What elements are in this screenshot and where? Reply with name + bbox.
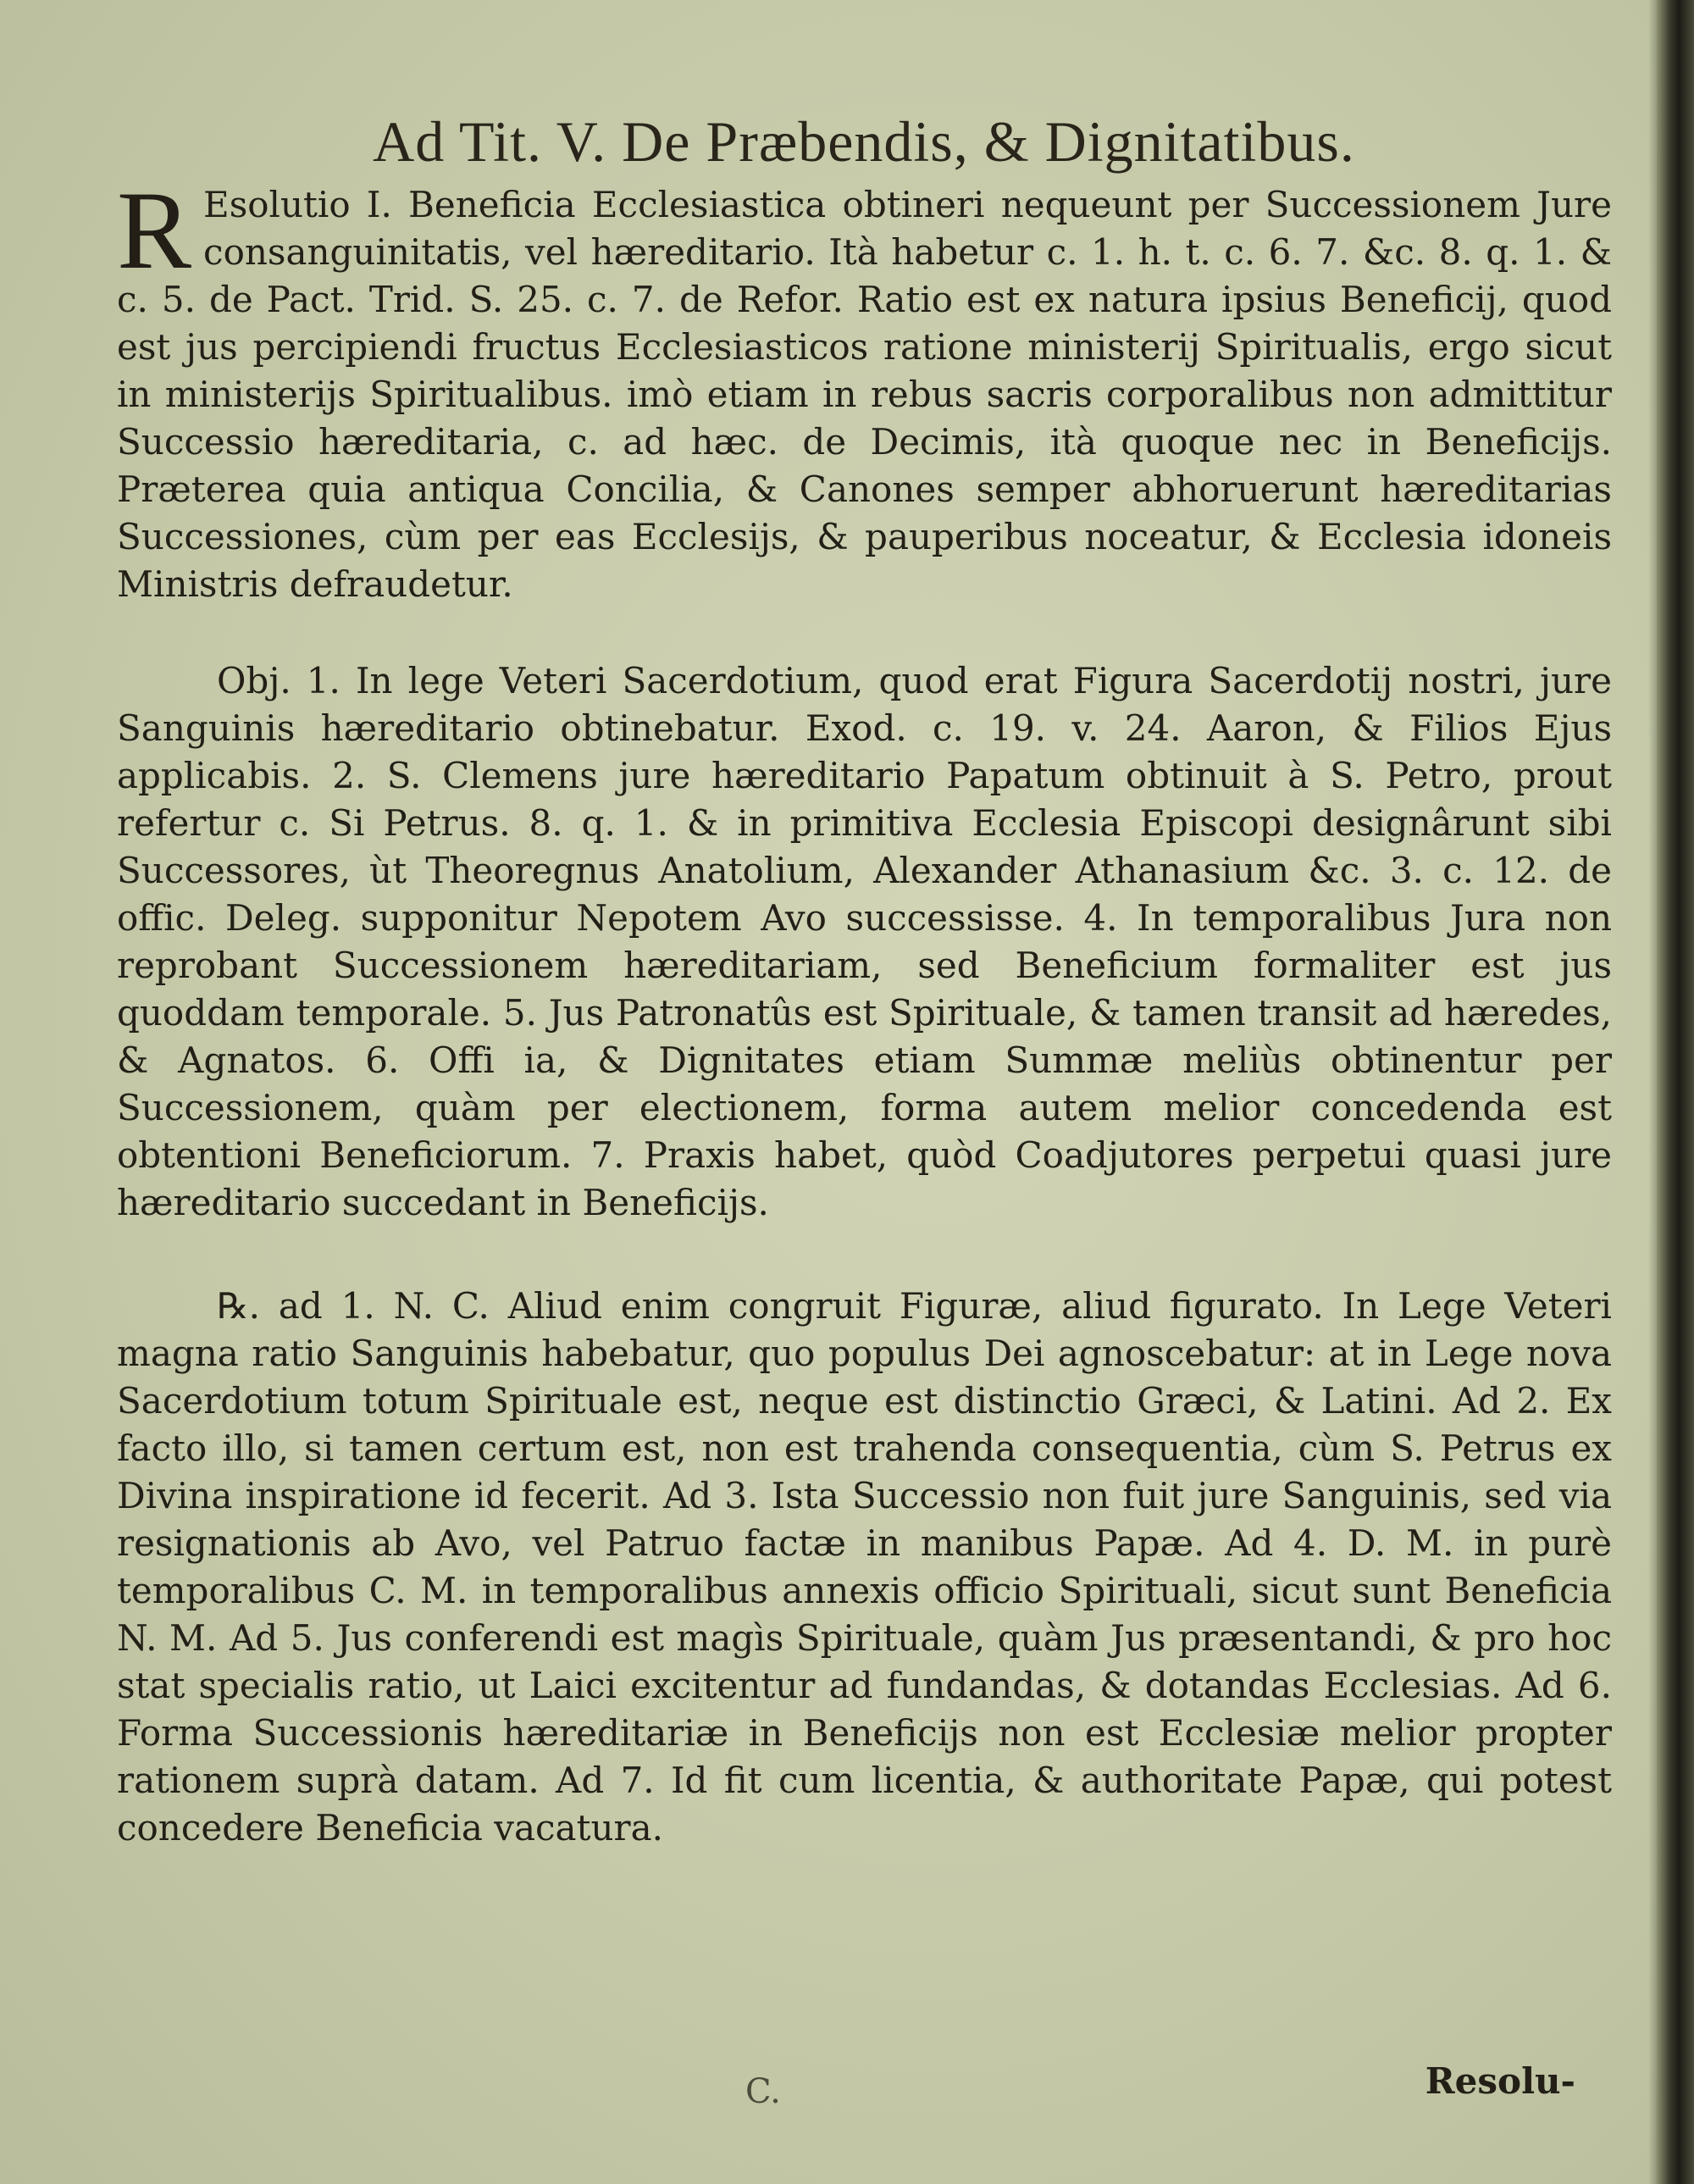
catchword: Resolu- bbox=[1425, 2060, 1575, 2102]
faint-mark: C. bbox=[745, 2072, 781, 2111]
page-title: Ad Tit. V. De Præbendis, & Dignitatibus. bbox=[373, 109, 1355, 174]
paragraph-responsiones bbox=[117, 1283, 1612, 1852]
paragraph-objectiones bbox=[117, 657, 1612, 1227]
paragraph-text: ℞. ad 1. N. C. Aliud enim congruit Figuræ, aliud figurato. In Lege Veteri magna ratio Sanguinis habebatur, quo populus Dei agnoscebatur: at in Lege nova Sacerdotium totum Spirituale est, neque est distinctio Græci, & Latini. Ad 2. Ex facto illo, si tamen certum est, non est trahenda consequentia, cùm S. Petrus ex Divina inspiratione id fecerit. Ad 3. Ista Successio non fuit jure Sanguinis, sed via resignationis ab Avo, vel Patruo factæ in manibus Papæ. Ad 4. D. M. in purè temporalibus C. M. in temporalibus annexis officio Spirituali, sicut sunt Beneficia N. M. Ad 5. Jus conferendi est magìs Spirituale, quàm Jus præsentandi, & pro hoc stat specialis ratio, ut Laici excitentur ad fundandas, & dotandas Ecclesias. Ad 6. Forma Successionis hæreditariæ in Beneficijs non est Ecclesiæ melior propter rationem suprà datam. Ad 7. Id fit cum licentia, & authoritate Papæ, qui potest concedere Beneficia vacatura. bbox=[117, 1285, 1612, 1849]
paragraph-resolutio bbox=[117, 168, 1612, 608]
paragraph-text: Esolutio I. Beneficia Ecclesiastica obtineri nequeunt per Successionem Jure consanguinitatis, vel hæreditario. Ità habetur c. 1. h. t. c. 6. 7. &c. 8. q. 1. & c. 5. de Pact. Trid. S. 25. c. 7. de Refor. Ratio est ex natura ipsius Beneficij, quod est jus percipiendi fructus Ecclesiasticos ratione ministerij Spiritualis, ergo sicut in ministerijs Spiritualibus. imò etiam in rebus sacris corporalibus non admittitur Successio hæreditaria, c. ad hæc. de Decimis, ità quoque nec in Beneficijs. Præterea quia antiqua Concilia, & Canones semper abhoruerunt hæreditarias Successiones, cùm per eas Ecclesijs, & pauperibus noceatur, & Ecclesia idoneis Ministris defraudetur. bbox=[117, 184, 1612, 605]
drop-cap: R bbox=[117, 168, 192, 292]
book-spine bbox=[1657, 0, 1694, 2184]
paragraph-text: Obj. 1. In lege Veteri Sacerdotium, quod erat Figura Sacerdotij nostri, jure Sanguinis hæreditario obtinebatur. Exod. c. 19. v. 24. Aaron, & Filios Ejus applicabis. 2. S. Clemens jure hæreditario Papatum obtinuit à S. Petro, prout refertur c. Si Petrus. 8. q. 1. & in primitiva Ecclesia Episcopi designârunt sibi Successores, ùt Theoregnus Anatolium, Alexander Athanasium &c. 3. c. 12. de offic. Deleg. supponitur Nepotem Avo successisse. 4. In temporalibus Jura non reprobant Successionem hæreditariam, sed Beneficium formaliter est jus quoddam temporale. 5. Jus Patronatûs est Spirituale, & tamen transit ad hæredes, & Agnatos. 6. Offi ia, & Dignitates etiam Summæ meliùs obtinentur per Successionem, quàm per electionem, forma autem melior concedenda est obtentioni Beneficiorum. 7. Praxis habet, quòd Coadjutores perpetui quasi jure hæreditario succedant in Beneficijs. bbox=[117, 660, 1612, 1223]
spine-shadow bbox=[1648, 0, 1657, 2184]
